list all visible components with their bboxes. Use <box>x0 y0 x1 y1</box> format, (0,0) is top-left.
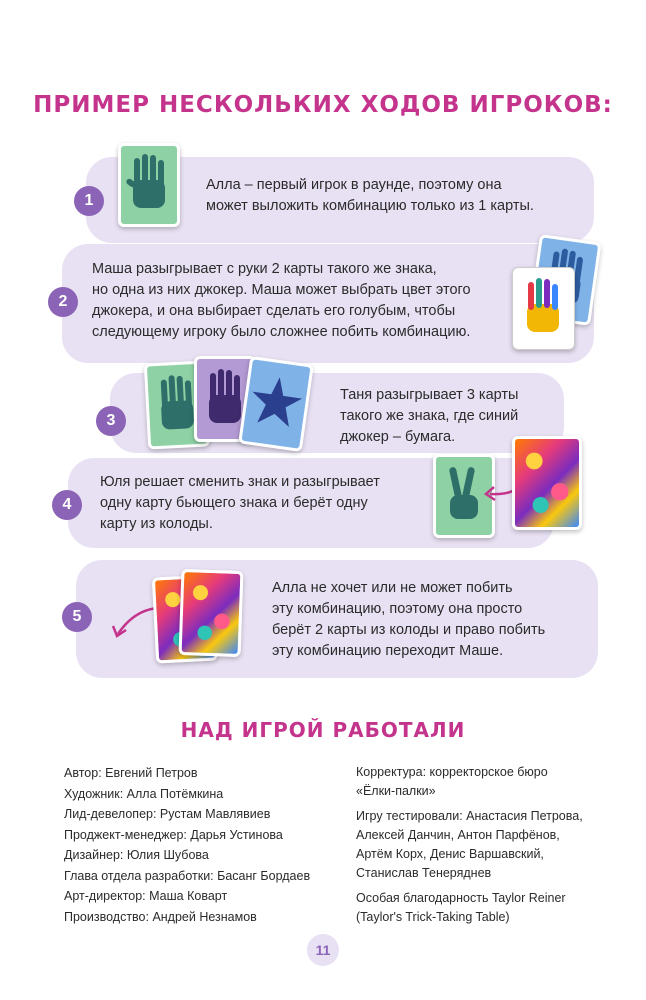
credit-line: Глава отдела разработки: Басанг Бордаев <box>64 868 311 883</box>
credit-testers: Алексей Данчин, Антон Парфёнов, <box>356 828 560 842</box>
step-4-text: Юля решает сменить знак и разыгрывает одну карту бьющего знака и берёт одну карту из колоды. <box>100 474 380 532</box>
step-2-number: 2 <box>48 287 78 317</box>
hand-paper-icon <box>513 268 574 349</box>
step-3-text: Таня разыгрывает 3 карты такого же знака, где синий джокер – бумага. <box>340 387 519 445</box>
step-1-number: 1 <box>74 186 104 216</box>
credit-thanks: (Taylor's Trick-Taking Table) <box>356 910 510 924</box>
card-paper-green <box>118 143 180 227</box>
star-icon <box>242 359 311 448</box>
credits-title: НАД ИГРОЙ РАБОТАЛИ <box>180 718 466 742</box>
credit-line: Художник: Алла Потёмкина <box>64 786 224 801</box>
card-joker <box>512 267 575 350</box>
page-number: 11 <box>307 934 339 966</box>
step-3-number: 3 <box>96 406 126 436</box>
card-wild-deck <box>512 436 582 530</box>
card-joker-blue <box>238 356 314 452</box>
step-5-text: Алла не хочет или не может побить эту комбинацию, поэтому она просто берёт 2 карты из колоды и право побить эту комбинацию переходит Маше. <box>272 580 546 659</box>
credit-testers: Артём Корх, Денис Варшавский, <box>356 847 544 861</box>
credit-thanks: Особая благодарность Taylor Reiner <box>356 891 566 905</box>
credit-testers: Игру тестировали: Анастасия Петрова, <box>356 809 583 823</box>
credit-proofreading: Корректура: корректорское бюро <box>356 765 548 779</box>
card-wild-front <box>179 569 244 657</box>
step-2-text: Маша разыгрывает с руки 2 карты такого же знака, но одна из них джокер. Маша может выбрать цвет этого джокера, и она выбирает сделать его голубым, чтобы следующему игроку было сложнее побить комбинацию. <box>92 261 471 340</box>
credit-line: Проджект-менеджер: Дарья Устинова <box>64 827 283 842</box>
credits-left <box>64 763 310 927</box>
credit-line: Арт-директор: Маша Коварт <box>64 889 228 903</box>
credit-line: Автор: Евгений Петров <box>64 766 198 780</box>
hand-paper-icon <box>121 146 177 224</box>
credits-right <box>356 763 583 927</box>
step-1-text: Алла – первый игрок в раунде, поэтому она может выложить комбинацию только из 1 карты. <box>206 177 534 214</box>
credit-line: Производство: Андрей Незнамов <box>64 909 257 924</box>
credit-line: Дизайнер: Юлия Шубова <box>64 848 209 862</box>
step-5-number: 5 <box>62 602 92 632</box>
credit-proofreading: «Ёлки-палки» <box>356 784 436 798</box>
credit-testers: Станислав Тенеряднев <box>356 866 492 880</box>
page-title: ПРИМЕР НЕСКОЛЬКИХ ХОДОВ ИГРОКОВ: <box>33 92 613 118</box>
step-4-number: 4 <box>52 490 82 520</box>
credit-line: Лид-девелопер: Рустам Мавлявиев <box>64 807 271 821</box>
